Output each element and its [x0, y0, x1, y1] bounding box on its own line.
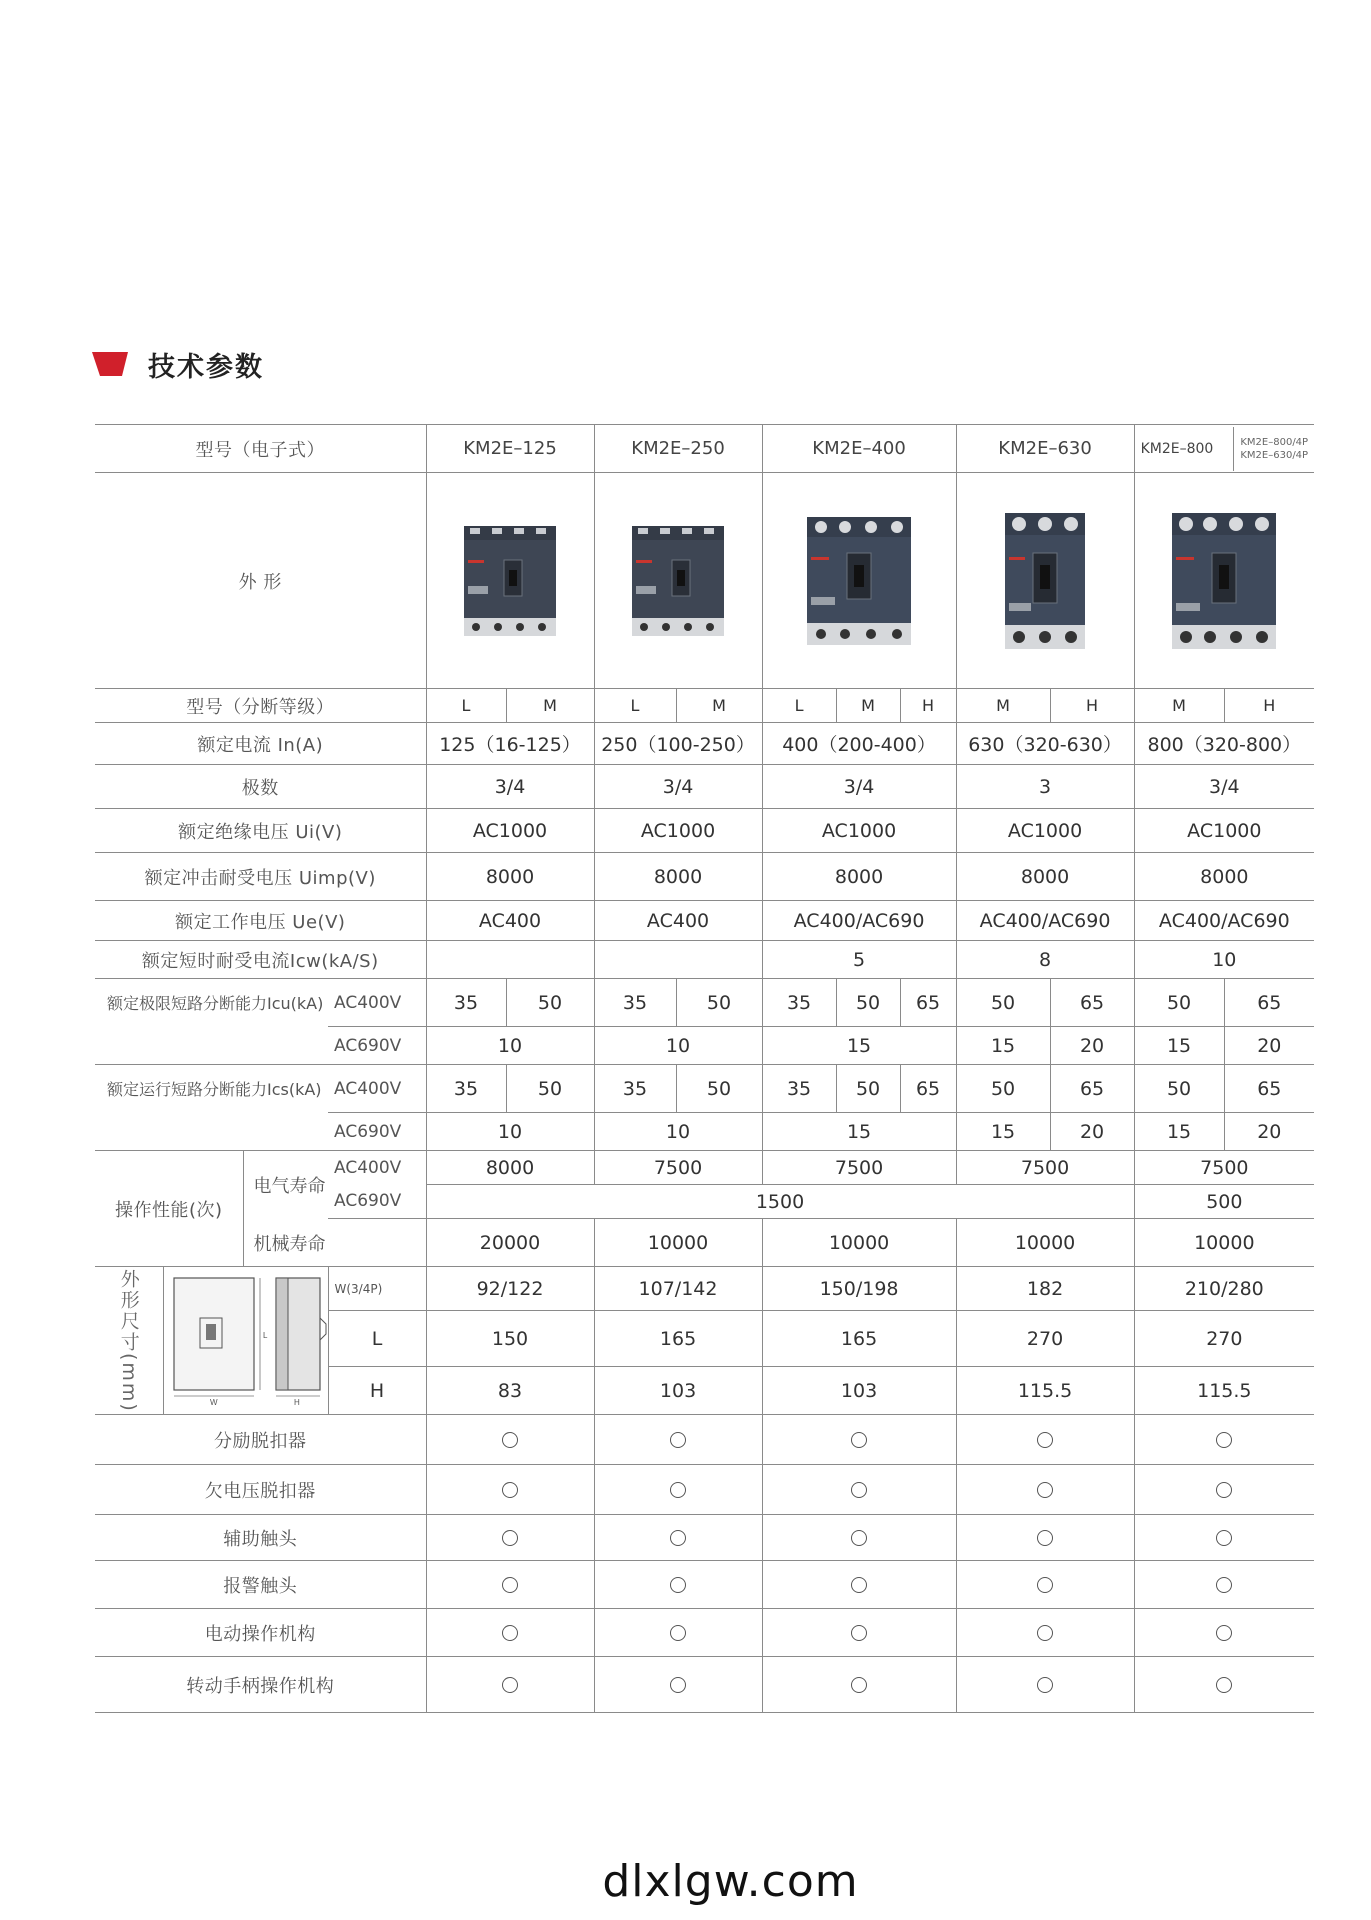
accessory-option [956, 1515, 1134, 1561]
rated-current-value: 800（320-800） [1134, 723, 1314, 765]
dim-l-value: 165 [594, 1311, 762, 1367]
short-time-label: 额定短时耐受电流Icw(kA/S) [95, 941, 426, 979]
icu-ac690-label: AC690V [328, 1027, 426, 1065]
optional-circle-icon [502, 1625, 518, 1641]
operating-voltage-value: AC400/AC690 [762, 901, 956, 941]
optional-circle-icon [502, 1482, 518, 1498]
dim-h-value: 115.5 [1134, 1367, 1314, 1415]
optional-circle-icon [851, 1625, 867, 1641]
dim-h-value: 103 [594, 1367, 762, 1415]
model-header: KM2E–630 [956, 425, 1134, 473]
mechanical-life-value: 10000 [762, 1219, 956, 1267]
dim-l-value: 270 [956, 1311, 1134, 1367]
ics-value: 10 [594, 1113, 762, 1151]
icu-value: 65 [900, 979, 956, 1027]
impulse-label: 额定冲击耐受电压 Uimp(V) [95, 853, 426, 901]
grade-cell: M [506, 689, 594, 723]
accessory-option [594, 1515, 762, 1561]
optional-circle-icon [502, 1432, 518, 1448]
model-variant: KM2E–630/4P [1240, 449, 1309, 461]
ics-value: 15 [1134, 1113, 1224, 1151]
impulse-value: 8000 [594, 853, 762, 901]
short-time-value: 10 [1134, 941, 1314, 979]
accessory-option [594, 1415, 762, 1465]
spec-table [95, 424, 1314, 1713]
dimensions-label: 外形尺寸(mm) [117, 1268, 140, 1413]
product-image [594, 473, 762, 689]
dim-w-label: W(3/4P) [328, 1267, 426, 1311]
icu-ac400-label: AC400V [328, 979, 426, 1027]
icu-value: 50 [506, 979, 594, 1027]
accessory-label: 分励脱扣器 [95, 1415, 426, 1465]
dim-h-label: H [328, 1367, 426, 1415]
footer-url[interactable]: dlxlgw.com [602, 1856, 859, 1907]
accessory-option [594, 1609, 762, 1657]
dim-l-value: 270 [1134, 1311, 1314, 1367]
electrical-life-value: 7500 [1134, 1151, 1314, 1185]
grade-cell: L [426, 689, 506, 723]
impulse-value: 8000 [762, 853, 956, 901]
icu-value: 50 [1134, 979, 1224, 1027]
ics-value: 65 [1224, 1065, 1314, 1113]
optional-circle-icon [670, 1625, 686, 1641]
ics-value: 50 [676, 1065, 762, 1113]
section-header [92, 346, 264, 382]
icu-value: 50 [956, 979, 1050, 1027]
ics-ac690-label: AC690V [328, 1113, 426, 1151]
dim-w-value: 92/122 [426, 1267, 594, 1311]
dim-w-value: 107/142 [594, 1267, 762, 1311]
operating-voltage-value: AC400/AC690 [956, 901, 1134, 941]
grade-cell: M [676, 689, 762, 723]
ics-value: 20 [1224, 1113, 1314, 1151]
optional-circle-icon [1037, 1432, 1053, 1448]
operating-voltage-value: AC400 [594, 901, 762, 941]
short-time-value: 8 [956, 941, 1134, 979]
grade-cell: H [900, 689, 956, 723]
accessory-label: 辅助触头 [95, 1515, 426, 1561]
ics-value: 15 [956, 1113, 1050, 1151]
dim-l-label: L [328, 1311, 426, 1367]
accessory-option [762, 1609, 956, 1657]
mechanical-life-value: 10000 [1134, 1219, 1314, 1267]
accessory-option [762, 1415, 956, 1465]
optional-circle-icon [851, 1482, 867, 1498]
grade-cell: L [762, 689, 836, 723]
operation-ac400-label: AC400V [334, 1157, 402, 1178]
optional-circle-icon [670, 1677, 686, 1693]
accessory-option [956, 1415, 1134, 1465]
accessory-option [1134, 1465, 1314, 1515]
ics-value: 50 [956, 1065, 1050, 1113]
ics-value: 35 [426, 1065, 506, 1113]
grade-cell: L [594, 689, 676, 723]
diagram-h-label: H [293, 1398, 300, 1407]
optional-circle-icon [1216, 1625, 1232, 1641]
dim-h-value: 83 [426, 1367, 594, 1415]
electrical-life-value: 7500 [594, 1151, 762, 1185]
mechanical-life-label: 机械寿命 [243, 1219, 426, 1267]
optional-circle-icon [502, 1677, 518, 1693]
rated-current-value: 250（100-250） [594, 723, 762, 765]
icu-value: 10 [594, 1027, 762, 1065]
optional-circle-icon [851, 1530, 867, 1546]
ics-value: 65 [1050, 1065, 1134, 1113]
optional-circle-icon [670, 1432, 686, 1448]
dim-h-value: 115.5 [956, 1367, 1134, 1415]
icu-value: 20 [1050, 1027, 1134, 1065]
optional-circle-icon [1216, 1482, 1232, 1498]
ics-value: 15 [762, 1113, 956, 1151]
product-image [956, 473, 1134, 689]
model-header: KM2E–800 [1140, 440, 1214, 457]
ics-value: 50 [1134, 1065, 1224, 1113]
accessory-option [594, 1561, 762, 1609]
rated-current-value: 400（200-400） [762, 723, 956, 765]
model-variant: KM2E–800/4P [1240, 436, 1309, 448]
accessory-option [426, 1415, 594, 1465]
operating-voltage-value: AC400/AC690 [1134, 901, 1314, 941]
model-header: KM2E–400 [762, 425, 956, 473]
ics-value: 65 [900, 1065, 956, 1113]
accessory-option [426, 1561, 594, 1609]
electrical-life-label: 电气寿命 [243, 1151, 328, 1219]
icu-value: 35 [426, 979, 506, 1027]
accessory-option [762, 1657, 956, 1713]
grade-cell: H [1050, 689, 1134, 723]
optional-circle-icon [1216, 1677, 1232, 1693]
ics-ac400-label: AC400V [328, 1065, 426, 1113]
electrical-life-value: 7500 [956, 1151, 1134, 1185]
icu-value: 50 [836, 979, 900, 1027]
grade-label: 型号（分断等级） [95, 689, 426, 723]
grade-cell: M [1134, 689, 1224, 723]
grade-cell: H [1224, 689, 1314, 723]
section-title: 技术参数 [148, 351, 264, 383]
icu-value: 65 [1050, 979, 1134, 1027]
icu-value: 65 [1224, 979, 1314, 1027]
ics-value: 50 [836, 1065, 900, 1113]
insulation-value: AC1000 [594, 809, 762, 853]
dim-w-value: 182 [956, 1267, 1134, 1311]
impulse-value: 8000 [426, 853, 594, 901]
dim-l-value: 150 [426, 1311, 594, 1367]
optional-circle-icon [670, 1577, 686, 1593]
breaker-image-125 [464, 526, 556, 636]
electrical-life-value: 8000 [426, 1151, 594, 1185]
insulation-value: AC1000 [762, 809, 956, 853]
diagram-w-label: W [209, 1398, 218, 1407]
optional-circle-icon [1037, 1677, 1053, 1693]
rated-current-label: 额定电流 In(A) [95, 723, 426, 765]
product-image [762, 473, 956, 689]
accessory-option [956, 1657, 1134, 1713]
insulation-label: 额定绝缘电压 Ui(V) [95, 809, 426, 853]
dimension-diagram-icon [164, 1268, 329, 1408]
electrical-life-value: 7500 [762, 1151, 956, 1185]
grade-cell: M [956, 689, 1050, 723]
icu-value: 15 [762, 1027, 956, 1065]
optional-circle-icon [502, 1530, 518, 1546]
poles-value: 3/4 [1134, 765, 1314, 809]
accessory-option [594, 1657, 762, 1713]
grade-cell: M [836, 689, 900, 723]
accessory-option [1134, 1515, 1314, 1561]
poles-value: 3/4 [426, 765, 594, 809]
accessory-option [1134, 1609, 1314, 1657]
operating-voltage-value: AC400 [426, 901, 594, 941]
short-time-value: 5 [762, 941, 956, 979]
accessory-option [1134, 1415, 1314, 1465]
icu-value: 35 [594, 979, 676, 1027]
icu-label: 额定极限短路分断能力Icu(kA) [107, 994, 324, 1014]
accessory-option [426, 1515, 594, 1561]
optional-circle-icon [1216, 1577, 1232, 1593]
accessory-option [956, 1561, 1134, 1609]
optional-circle-icon [1037, 1482, 1053, 1498]
icu-value: 15 [956, 1027, 1050, 1065]
icu-value: 35 [762, 979, 836, 1027]
accessory-label: 电动操作机构 [95, 1609, 426, 1657]
electrical-life-value: 1500 [426, 1185, 1134, 1219]
operating-voltage-label: 额定工作电压 Ue(V) [95, 901, 426, 941]
optional-circle-icon [1037, 1577, 1053, 1593]
accessory-option [762, 1465, 956, 1515]
rated-current-value: 125（16-125） [426, 723, 594, 765]
impulse-value: 8000 [1134, 853, 1314, 901]
rated-current-value: 630（320-630） [956, 723, 1134, 765]
ics-value: 35 [762, 1065, 836, 1113]
icu-value: 15 [1134, 1027, 1224, 1065]
breaker-image-630 [1005, 513, 1085, 649]
icu-value: 50 [676, 979, 762, 1027]
ics-value: 35 [594, 1065, 676, 1113]
optional-circle-icon [1216, 1530, 1232, 1546]
insulation-value: AC1000 [956, 809, 1134, 853]
optional-circle-icon [670, 1482, 686, 1498]
product-image [426, 473, 594, 689]
icu-value: 20 [1224, 1027, 1314, 1065]
poles-value: 3/4 [762, 765, 956, 809]
poles-label: 极数 [95, 765, 426, 809]
mechanical-life-value: 10000 [956, 1219, 1134, 1267]
accessory-option [426, 1465, 594, 1515]
insulation-value: AC1000 [426, 809, 594, 853]
dim-l-value: 165 [762, 1311, 956, 1367]
dim-w-value: 150/198 [762, 1267, 956, 1311]
optional-circle-icon [1037, 1625, 1053, 1641]
impulse-value: 8000 [956, 853, 1134, 901]
optional-circle-icon [502, 1577, 518, 1593]
optional-circle-icon [670, 1530, 686, 1546]
poles-value: 3 [956, 765, 1134, 809]
breaker-image-250 [632, 526, 724, 636]
optional-circle-icon [1037, 1530, 1053, 1546]
short-time-value [426, 941, 594, 979]
accessory-option [956, 1465, 1134, 1515]
optional-circle-icon [851, 1432, 867, 1448]
poles-value: 3/4 [594, 765, 762, 809]
operation-label: 操作性能(次) [95, 1151, 243, 1267]
accessory-option [762, 1515, 956, 1561]
optional-circle-icon [851, 1677, 867, 1693]
breaker-image-800 [1172, 513, 1276, 649]
mechanical-life-value: 10000 [594, 1219, 762, 1267]
dim-w-value: 210/280 [1134, 1267, 1314, 1311]
mechanical-life-value: 20000 [426, 1219, 594, 1267]
ics-value: 10 [426, 1113, 594, 1151]
accessory-option [956, 1609, 1134, 1657]
accessory-option [1134, 1561, 1314, 1609]
breaker-image-400 [807, 517, 911, 645]
short-time-value [594, 941, 762, 979]
accessory-option [594, 1465, 762, 1515]
dimensions-label-cell [95, 1267, 163, 1415]
ics-value: 20 [1050, 1113, 1134, 1151]
accessory-label: 报警触头 [95, 1561, 426, 1609]
accessory-option [426, 1657, 594, 1713]
model-header-label: 型号（电子式） [95, 425, 426, 473]
accessory-option [1134, 1657, 1314, 1713]
operation-ac690-label: AC690V [328, 1185, 426, 1219]
accessory-label: 欠电压脱扣器 [95, 1465, 426, 1515]
red-flag-icon [92, 350, 128, 378]
accessory-option [762, 1561, 956, 1609]
accessory-option [426, 1609, 594, 1657]
model-header-800 [1134, 425, 1314, 473]
product-image [1134, 473, 1314, 689]
accessory-label: 转动手柄操作机构 [95, 1657, 426, 1713]
electrical-life-value: 500 [1134, 1185, 1314, 1219]
model-header: KM2E–250 [594, 425, 762, 473]
icu-value: 10 [426, 1027, 594, 1065]
ics-label: 额定运行短路分断能力Ics(kA) [107, 1080, 322, 1100]
insulation-value: AC1000 [1134, 809, 1314, 853]
optional-circle-icon [1216, 1432, 1232, 1448]
ics-value: 50 [506, 1065, 594, 1113]
model-header: KM2E–125 [426, 425, 594, 473]
diagram-l-label: L [262, 1331, 267, 1340]
optional-circle-icon [851, 1577, 867, 1593]
dimension-diagram [163, 1267, 328, 1415]
appearance-label: 外 形 [95, 473, 426, 689]
dim-h-value: 103 [762, 1367, 956, 1415]
